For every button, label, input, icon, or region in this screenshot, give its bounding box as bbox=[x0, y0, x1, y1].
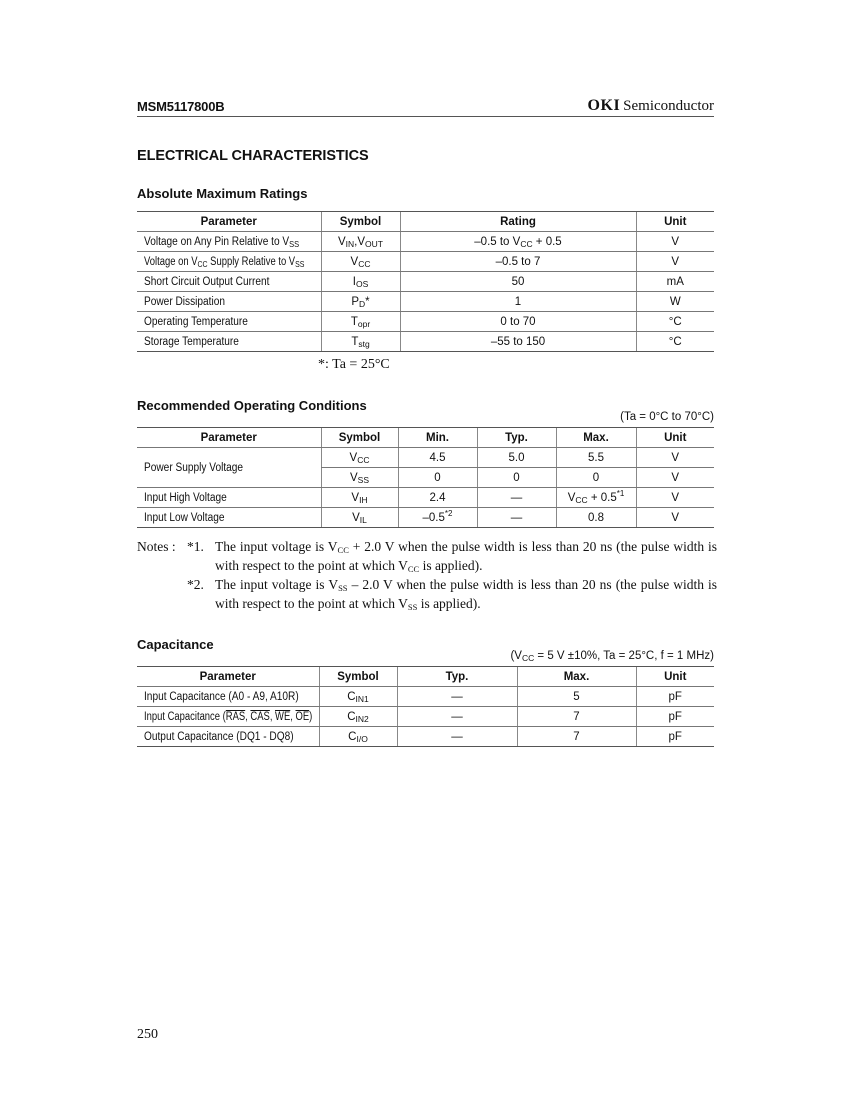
symbol-cell: $C_{I/O}$ bbox=[319, 727, 397, 747]
col-header: Rating bbox=[400, 212, 636, 232]
unit-cell: °C bbox=[636, 312, 714, 332]
min-cell: 2.4 bbox=[398, 488, 477, 508]
symbol-cell: $P_D*$ bbox=[321, 292, 400, 312]
min-cell: 4.5 bbox=[398, 448, 477, 468]
capacitance-table bbox=[137, 666, 714, 747]
param-cell: Voltage on Any Pin Relative to $V_{SS}$ bbox=[137, 232, 321, 252]
param-cell: Output Capacitance (DQ1 - DQ8) bbox=[137, 727, 319, 747]
table-row bbox=[137, 727, 714, 747]
part-number: MSM5117800B bbox=[137, 99, 225, 114]
param-cell: Operating Temperature bbox=[137, 312, 321, 332]
col-header: Symbol bbox=[321, 428, 398, 448]
brand-name: OKI bbox=[587, 97, 621, 114]
abs-max-title: Absolute Maximum Ratings bbox=[137, 186, 308, 201]
col-header: Unit bbox=[636, 667, 714, 687]
table-header-row bbox=[137, 428, 714, 448]
col-header: Symbol bbox=[321, 212, 400, 232]
unit-cell: pF bbox=[636, 707, 714, 727]
unit-cell: V bbox=[636, 468, 714, 488]
brand-logo bbox=[588, 97, 714, 115]
param-cell: Voltage on $V_{CC}$ Supply Relative to $V_{SS}$ bbox=[137, 252, 321, 272]
unit-cell: V bbox=[636, 448, 714, 468]
table-header-row bbox=[137, 212, 714, 232]
symbol-cell: $C_{IN2}$ bbox=[319, 707, 397, 727]
max-cell: 5.5 bbox=[556, 448, 636, 468]
symbol-cell: $V_{IN},V_{OUT}$ bbox=[321, 232, 400, 252]
min-cell: –0.5$^{*2}$ bbox=[398, 508, 477, 528]
unit-cell: °C bbox=[636, 332, 714, 352]
min-cell: 0 bbox=[398, 468, 477, 488]
col-header: Max. bbox=[556, 428, 636, 448]
typ-cell: — bbox=[477, 508, 556, 528]
note-number: *1. bbox=[187, 539, 204, 554]
symbol-cell: $T_{stg}$ bbox=[321, 332, 400, 352]
param-cell: Input Low Voltage bbox=[137, 508, 321, 528]
rating-cell: –55 to 150 bbox=[400, 332, 636, 352]
table-row bbox=[137, 312, 714, 332]
param-cell: Input Capacitance (A0 - A9, A10R) bbox=[137, 687, 319, 707]
table-header-row bbox=[137, 667, 714, 687]
max-cell: 5 bbox=[517, 687, 636, 707]
abs-max-footnote: *: Ta = 25°C bbox=[318, 357, 390, 372]
col-header: Parameter bbox=[137, 667, 319, 687]
header-rule bbox=[137, 116, 714, 117]
unit-cell: pF bbox=[636, 687, 714, 707]
note-item bbox=[137, 575, 717, 613]
unit-cell: V bbox=[636, 488, 714, 508]
notes-label: Notes : bbox=[137, 539, 176, 554]
typ-cell: — bbox=[397, 687, 517, 707]
symbol-cell: $V_{CC}$ bbox=[321, 252, 400, 272]
table-row bbox=[137, 332, 714, 352]
typ-cell: — bbox=[397, 707, 517, 727]
unit-cell: W bbox=[636, 292, 714, 312]
col-header: Unit bbox=[636, 212, 714, 232]
max-cell: 0.8 bbox=[556, 508, 636, 528]
rec-op-table bbox=[137, 427, 714, 528]
col-header: Min. bbox=[398, 428, 477, 448]
typ-cell: 0 bbox=[477, 468, 556, 488]
notes bbox=[137, 537, 717, 613]
note-number: *2. bbox=[187, 577, 204, 592]
table-row bbox=[137, 232, 714, 252]
param-cell: Power Supply Voltage bbox=[137, 448, 321, 488]
rating-cell: –0.5 to $V_{CC} + 0.5$ bbox=[400, 232, 636, 252]
unit-cell: V bbox=[636, 508, 714, 528]
capacitance-condition: ($V_{CC} = 5$ V ±10%, Ta = 25°C, f = 1 MHz) bbox=[510, 650, 714, 663]
unit-cell: pF bbox=[636, 727, 714, 747]
col-header: Max. bbox=[517, 667, 636, 687]
col-header: Unit bbox=[636, 428, 714, 448]
col-header: Typ. bbox=[397, 667, 517, 687]
symbol-cell: $T_{opr}$ bbox=[321, 312, 400, 332]
rec-op-title: Recommended Operating Conditions bbox=[137, 398, 367, 413]
brand-suffix: Semiconductor bbox=[623, 98, 714, 114]
note-text: The input voltage is $V_{SS} - 2.0$ V when the pulse width is less than 20 ns (the pulse width is with respect to the point at which $V_{SS}$ is applied). bbox=[215, 577, 717, 612]
table-row bbox=[137, 687, 714, 707]
col-header: Typ. bbox=[477, 428, 556, 448]
max-cell: 0 bbox=[556, 468, 636, 488]
symbol-cell: $C_{IN1}$ bbox=[319, 687, 397, 707]
param-cell: Storage Temperature bbox=[137, 332, 321, 352]
rec-op-condition: (Ta = 0°C to 70°C) bbox=[620, 411, 714, 423]
max-cell: $V_{CC} + 0.5^{*1}$ bbox=[556, 488, 636, 508]
section-title: ELECTRICAL CHARACTERISTICS bbox=[137, 148, 369, 164]
symbol-cell: $V_{IL}$ bbox=[321, 508, 398, 528]
symbol-cell: $I_{OS}$ bbox=[321, 272, 400, 292]
typ-cell: — bbox=[477, 488, 556, 508]
col-header: Parameter bbox=[137, 428, 321, 448]
unit-cell: V bbox=[636, 232, 714, 252]
unit-cell: V bbox=[636, 252, 714, 272]
table-row bbox=[137, 508, 714, 528]
table-row bbox=[137, 252, 714, 272]
table-row bbox=[137, 272, 714, 292]
unit-cell: mA bbox=[636, 272, 714, 292]
note-item bbox=[137, 537, 717, 575]
max-cell: 7 bbox=[517, 707, 636, 727]
typ-cell: 5.0 bbox=[477, 448, 556, 468]
param-cell: Short Circuit Output Current bbox=[137, 272, 321, 292]
symbol-cell: $V_{IH}$ bbox=[321, 488, 398, 508]
table-row bbox=[137, 448, 714, 468]
capacitance-title: Capacitance bbox=[137, 637, 214, 652]
param-cell: Input Capacitance ($\overline{RAS}$, $\overline{CAS}$, $\overline{WE}$, $\overline{OE}$) bbox=[137, 707, 319, 727]
abs-max-table bbox=[137, 211, 714, 352]
param-cell: Input High Voltage bbox=[137, 488, 321, 508]
param-cell: Power Dissipation bbox=[137, 292, 321, 312]
table-row bbox=[137, 488, 714, 508]
page-number: 250 bbox=[137, 1027, 158, 1042]
symbol-cell: $V_{SS}$ bbox=[321, 468, 398, 488]
table-row bbox=[137, 707, 714, 727]
rating-cell: 1 bbox=[400, 292, 636, 312]
rating-cell: 50 bbox=[400, 272, 636, 292]
col-header: Symbol bbox=[319, 667, 397, 687]
col-header: Parameter bbox=[137, 212, 321, 232]
rating-cell: –0.5 to 7 bbox=[400, 252, 636, 272]
note-text: The input voltage is $V_{CC} + 2.0$ V when the pulse width is less than 20 ns (the pulse width is with respect to the point at which $V_{CC}$ is applied). bbox=[215, 539, 717, 574]
max-cell: 7 bbox=[517, 727, 636, 747]
table-row bbox=[137, 292, 714, 312]
rating-cell: 0 to 70 bbox=[400, 312, 636, 332]
symbol-cell: $V_{CC}$ bbox=[321, 448, 398, 468]
typ-cell: — bbox=[397, 727, 517, 747]
